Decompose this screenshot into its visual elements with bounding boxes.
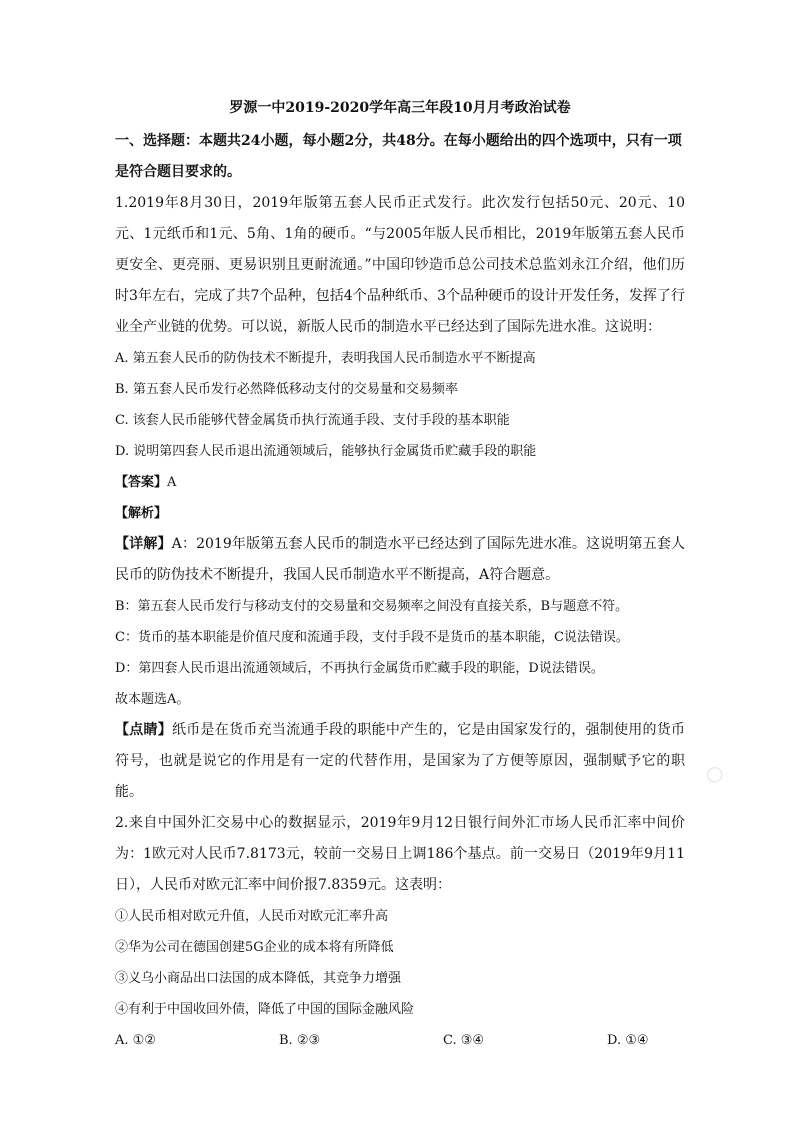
question-2-options — [115, 1025, 685, 1056]
question-1-option-a: A. 第五套人民币的防伪技术不断提升，表明我国人民币制造水平不断提高 — [115, 351, 536, 366]
question-1-stem: 1.2019年8月30日，2019年版第五套人民币正式发行。此次发行包括50元、20元、10元、1元纸币和1元、5角、1角的硬币。“与2005年版人民币相比，2019年版第五套人民币更安全、更亮丽、更易识别且更耐流通。”中国印钞造币总公司技术总监刘永江介绍，他们历时3年左右，完成了共7个品种，包括4个品种纸币、3个品种硬币的设计开发任务，发挥了行业全产业链的优势。可以说，新版人民币的制造水平已经达到了国际先进水准。这说明： — [115, 195, 685, 335]
point-tag: 【点睛】 — [115, 722, 173, 738]
detail-line-c: C：货币的基本职能是价值尺度和流通手段，支付手段不是货币的基本职能，C说法错误。 — [115, 630, 629, 645]
question-1-option-b: B. 第五套人民币发行必然降低移动支付的交易量和交易频率 — [115, 382, 458, 397]
section-heading: 一、选择题：本题共24小题，每小题2分，共48分。在每小题给出的四个选项中，只有一项是符合题目要求的。 — [115, 133, 682, 180]
question-2-option-c: C. ③④ — [443, 1033, 485, 1048]
point-text: 纸币是在货币充当流通手段的职能中产生的，它是由国家发行的，强制使用的货币符号，也就是说它的作用是有一定的代替作用，是国家为了方便等原因，强制赋予它的职能。 — [115, 722, 686, 800]
detail-paragraph — [115, 529, 685, 591]
conclusion-line: 故本题选A。 — [115, 692, 190, 707]
detail-text: A：2019年版第五套人民币的制造水平已经达到了国际先进水准。这说明第五套人民币的防伪技术不断提升，我国人民币制造水平不断提高，A符合题意。 — [115, 536, 686, 583]
question-2-option-b: B. ②③ — [279, 1033, 321, 1048]
question-2-item-3: ③义乌小商品出口法国的成本降低，其竞争力增强 — [115, 971, 402, 986]
analysis-line — [115, 498, 685, 529]
exam-page — [115, 98, 685, 1056]
question-2-stem: 2.来自中国外汇交易中心的数据显示，2019年9月12日银行间外汇市场人民币汇率中间价为：1欧元对人民币7.8173元，较前一交易日上调186个基点。前一交易日（2019年9月11日），人民币对欧元汇率中间价报7.8359元。这表明： — [115, 815, 685, 893]
watermark-mark: ○ — [706, 761, 724, 785]
question-2-item-2: ②华为公司在德国创建5G企业的成本将有所降低 — [115, 940, 394, 955]
detail-line-b: B：第五套人民币发行与移动支付的交易量和交易频率之间没有直接关系，B与题意不符。 — [115, 599, 629, 614]
detail-tag: 【详解】 — [115, 536, 172, 552]
analysis-tag: 【解析】 — [115, 506, 168, 521]
question-2-item-1: ①人民币相对欧元升值，人民币对欧元汇率升高 — [115, 909, 389, 924]
answer-line — [115, 467, 685, 498]
question-2-option-a: A. ①② — [115, 1033, 156, 1048]
answer-tag: 【答案】 — [115, 475, 168, 490]
question-1-option-d: D. 说明第四套人民币退出流通领域后，能够执行金属货币贮藏手段的职能 — [115, 444, 537, 459]
question-2-option-d: D. ①④ — [607, 1033, 649, 1048]
answer-value: A — [167, 475, 177, 490]
page-title: 罗源一中2019-2020学年高三年段10月月考政治试卷 — [229, 100, 571, 116]
question-1-option-c: C. 该套人民币能够代替金属货币执行流通手段、支付手段的基本职能 — [115, 413, 510, 428]
point-paragraph — [115, 715, 685, 808]
question-2-item-4: ④有利于中国收回外债，降低了中国的国际金融风险 — [115, 1002, 415, 1017]
detail-line-d: D：第四套人民币退出流通领域后，不再执行金属货币贮藏手段的职能，D说法错误。 — [115, 661, 604, 676]
